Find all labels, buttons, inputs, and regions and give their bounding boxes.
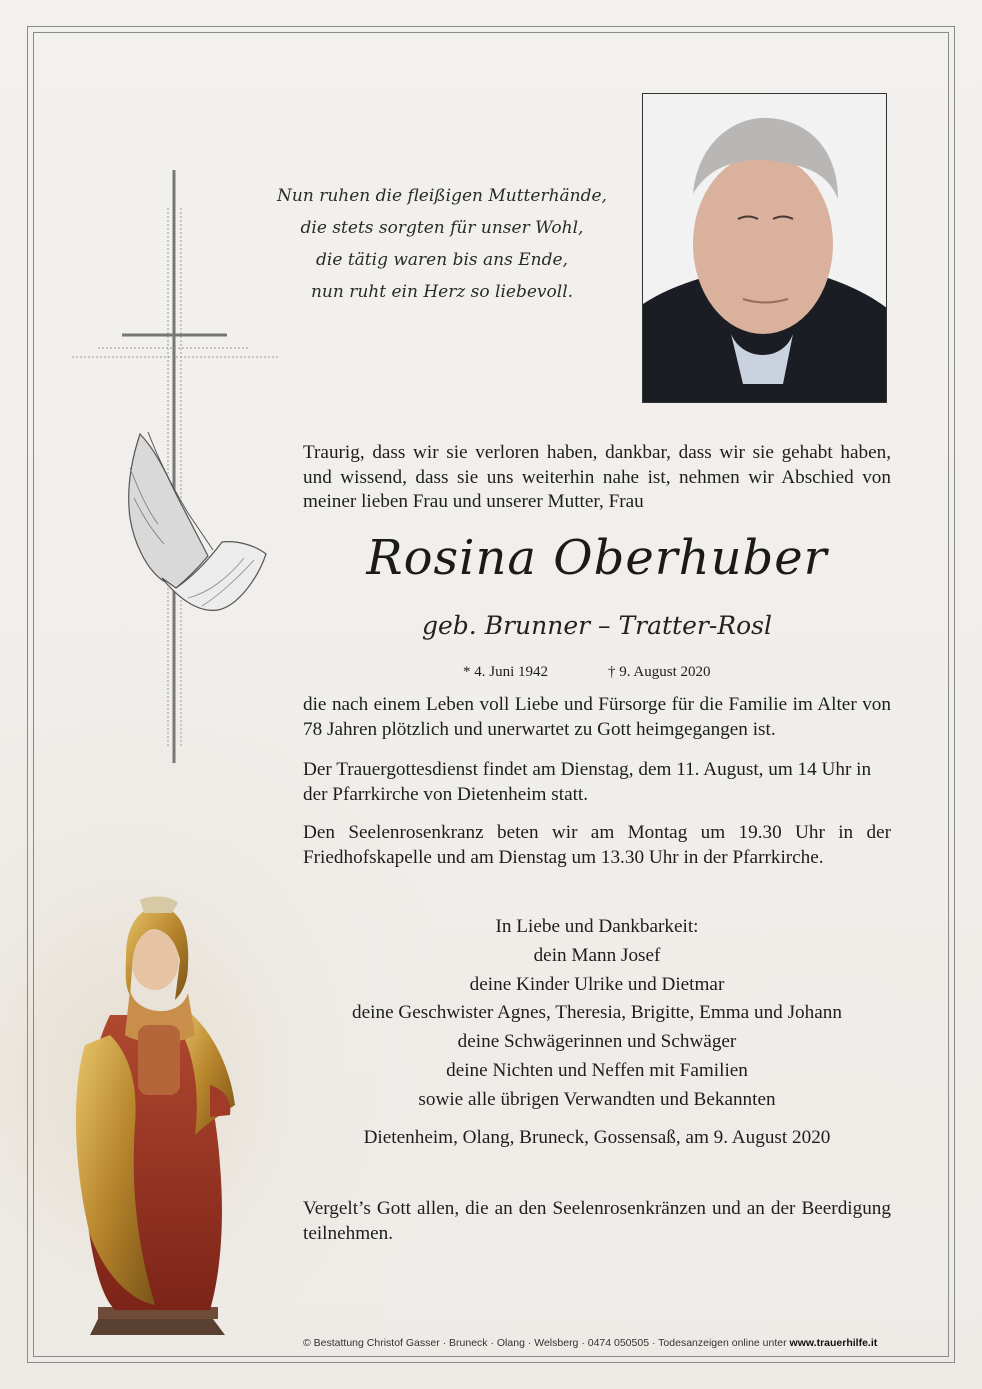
mourner-line: dein Mann Josef <box>533 944 661 966</box>
verse-line: nun ruht ein Herz so liebevoll. <box>310 282 574 302</box>
place-date: Dietenheim, Olang, Bruneck, Gossensaß, am 9. August 2020 <box>363 1127 831 1148</box>
mourner-line: deine Nichten und Neffen mit Familien <box>446 1059 748 1081</box>
intro-paragraph: Traurig, dass wir sie verloren haben, dankbar, dass wir sie gehabt haben, und wissend, dass sie uns weiterhin nahe ist, nehmen wir Abschied von meiner lieben Frau und unserer Mutter, Frau <box>303 442 891 512</box>
verse-line: die tätig waren bis ans Ende, <box>316 250 568 270</box>
verse-line: Nun ruhen die fleißigen Mutterhände, <box>277 186 607 206</box>
mourner-line: deine Geschwister Agnes, Theresia, Brigitte, Emma und Johann <box>352 1002 842 1024</box>
footer <box>303 1337 923 1349</box>
saint-statue-image <box>60 895 250 1345</box>
verse-line: die stets sorgten für unser Wohl, <box>300 218 584 238</box>
memorial-verse <box>262 180 622 308</box>
closing-paragraph: Vergelt’s Gott allen, die an den Seelenrosenkränzen und an der Beerdigung teilnehmen. <box>303 1198 891 1244</box>
birth-name: geb. Brunner – Tratter-Rosl <box>422 611 772 640</box>
praying-hands-icon <box>118 428 268 618</box>
death-paragraph: die nach einem Leben voll Liebe und Fürsorge für die Familie im Alter von 78 Jahren plötzlich und unerwartet zu Gott heimgegangen ist. <box>303 694 891 740</box>
portrait-image <box>643 94 887 403</box>
death-date: † 9. August 2020 <box>608 664 711 680</box>
footer-link[interactable]: www.trauerhilfe.it <box>789 1337 878 1349</box>
mourner-line: deine Schwägerinnen und Schwäger <box>457 1031 737 1053</box>
mourners-heading: In Liebe und Dankbarkeit: <box>495 916 699 937</box>
rosary-paragraph: Den Seelenrosenkranz beten wir am Montag um 19.30 Uhr in der Friedhofskapelle und am Dienstag um 13.30 Uhr in der Pfarrkirche. <box>303 822 891 868</box>
mourner-line: deine Kinder Ulrike und Dietmar <box>469 973 725 995</box>
mourners-list <box>303 913 891 1115</box>
deceased-name: Rosina Oberhuber <box>366 530 828 586</box>
footer-text: © Bestattung Christof Gasser · Bruneck · Olang · Welsberg · 0474 050505 · Todesanzeigen online unter <box>303 1337 790 1349</box>
portrait-photo <box>642 93 887 403</box>
birth-date: * 4. Juni 1942 <box>463 664 549 680</box>
mourner-line: sowie alle übrigen Verwandten und Bekannten <box>418 1088 776 1110</box>
service-paragraph: Der Trauergottesdienst findet am Dienstag, dem 11. August, um 14 Uhr in der Pfarrkirche von Dietenheim statt. <box>303 759 872 805</box>
